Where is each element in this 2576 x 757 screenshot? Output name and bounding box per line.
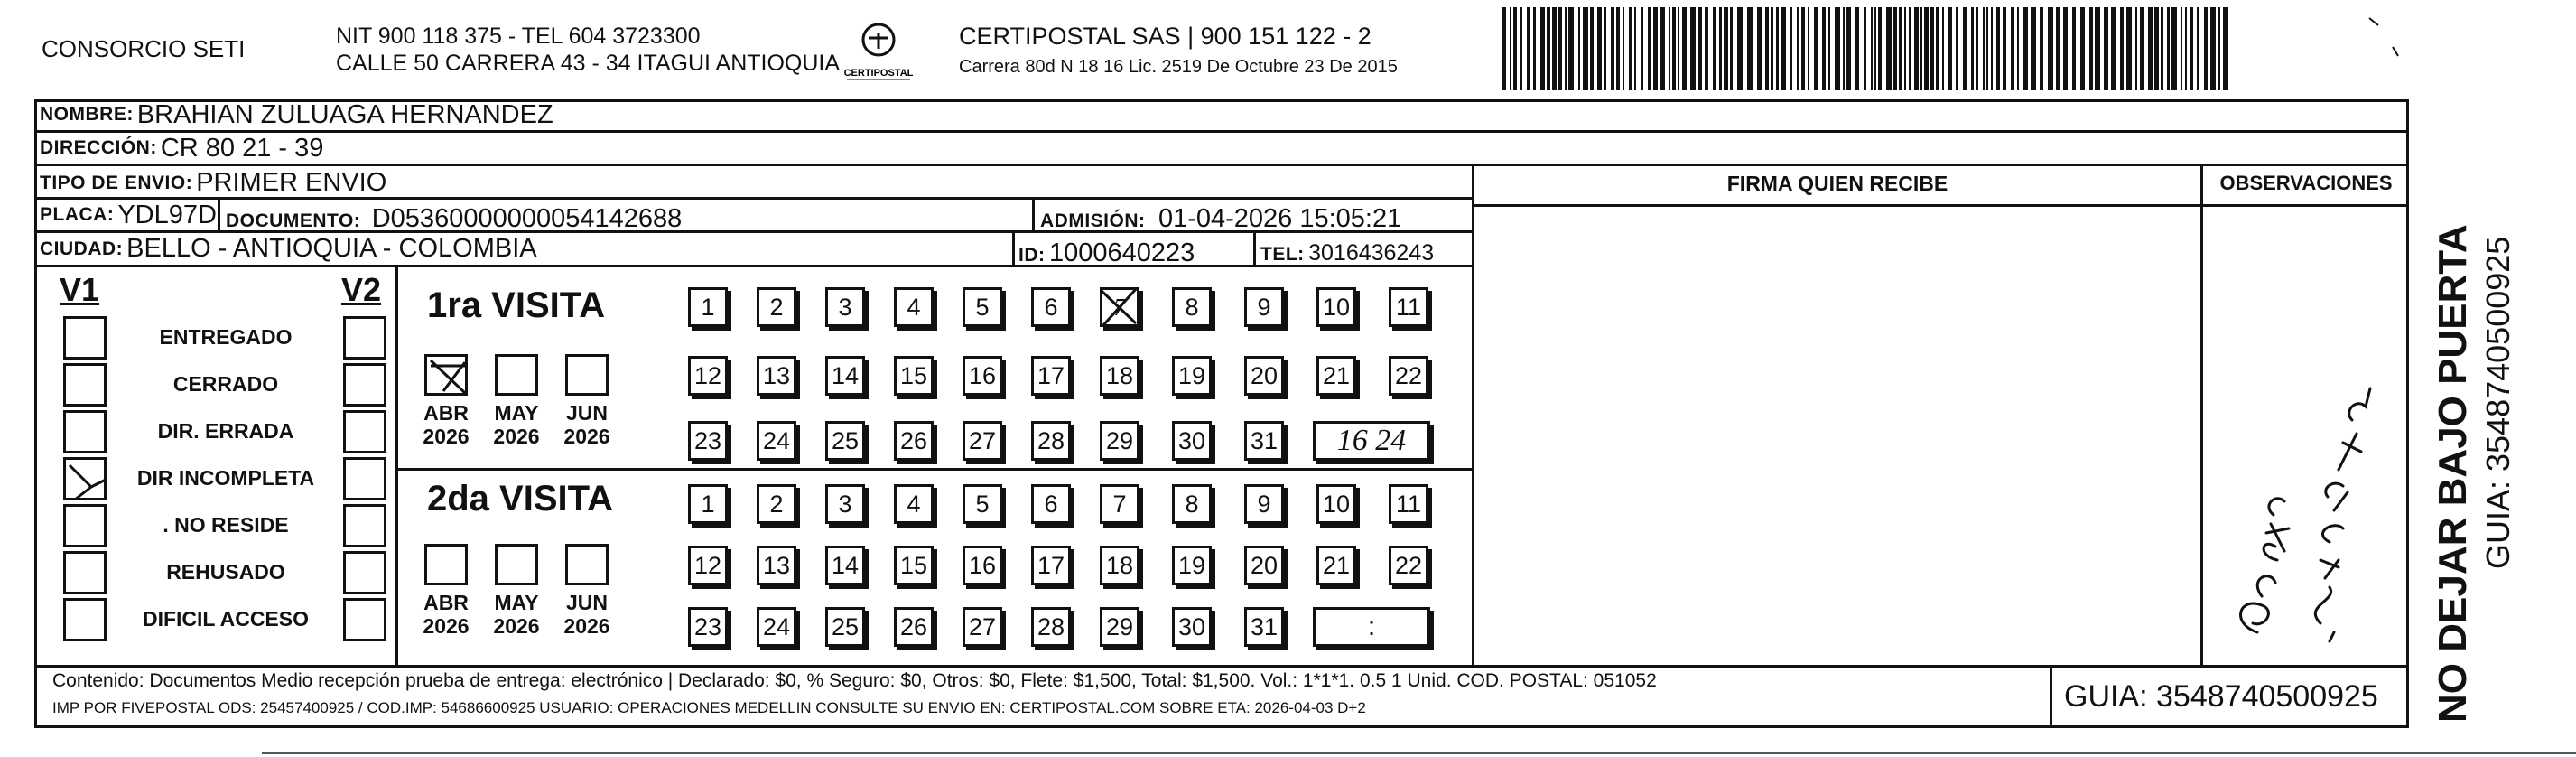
corner-mark [2366, 11, 2402, 65]
day-box[interactable]: 19 [1172, 546, 1212, 585]
v1-checkbox[interactable] [63, 551, 107, 594]
day-box[interactable]: 15 [894, 546, 934, 585]
row-tipo [34, 166, 1472, 200]
day-box[interactable]: 18 [1100, 546, 1139, 585]
visit-divider [395, 468, 1472, 471]
day-box[interactable]: 9 [1244, 287, 1284, 327]
day-number: 7 [1113, 293, 1126, 321]
day-box[interactable]: 4 [894, 484, 934, 524]
tel-value: 3016436243 [1308, 240, 1435, 266]
observaciones-label: OBSERVACIONES [2219, 172, 2393, 194]
day-box[interactable]: 22 [1389, 546, 1428, 585]
side-guia: GUIA: 3548740500925 [2479, 236, 2516, 569]
day-box[interactable]: 20 [1244, 356, 1284, 396]
month-label [417, 401, 475, 448]
row-ciudad [34, 233, 1472, 267]
month-name: JUN [565, 591, 608, 614]
day-box[interactable]: 24 [757, 421, 796, 461]
v1-label: V1 [60, 271, 100, 308]
day-box[interactable]: 2 [757, 287, 796, 327]
day-box[interactable]: 11 [1389, 484, 1428, 524]
month-checkbox[interactable] [424, 544, 468, 585]
day-box[interactable]: 17 [1031, 546, 1071, 585]
placa-label: PLACA: [40, 204, 115, 225]
bottom-edge [262, 752, 2576, 754]
tipo-label: TIPO DE ENVIO: [40, 172, 193, 193]
day-box[interactable]: 27 [963, 421, 1002, 461]
status-label: CERRADO [172, 372, 279, 396]
documento-cell [218, 200, 220, 233]
v1-checkbox[interactable] [63, 504, 107, 547]
v2-checkbox[interactable] [343, 551, 386, 594]
status-label: . NO RESIDE [163, 513, 289, 537]
day-box[interactable]: 5 [963, 484, 1002, 524]
month-label [488, 401, 545, 448]
day-box[interactable]: 1 [688, 287, 728, 327]
check-mark-icon [427, 357, 470, 398]
v1-checkbox[interactable] [63, 457, 107, 500]
month-checkbox[interactable] [565, 544, 609, 585]
observaciones-handwriting [2221, 334, 2384, 650]
day-box[interactable]: 7 [1100, 484, 1139, 524]
day-box[interactable]: 14 [825, 356, 865, 396]
v2-checkbox[interactable] [343, 504, 386, 547]
cross-mark-icon [1100, 287, 1139, 327]
day-box[interactable]: 30 [1172, 421, 1212, 461]
month-checkbox[interactable] [565, 354, 609, 396]
nit-line: NIT 900 118 375 - TEL 604 3723300 [336, 23, 701, 49]
month-year: 2026 [423, 614, 470, 638]
address-line: CALLE 50 CARRERA 43 - 34 ITAGUI ANTIOQUIA [336, 51, 841, 76]
day-box[interactable]: 11 [1389, 287, 1428, 327]
day-box[interactable]: 6 [1031, 287, 1071, 327]
id-group [1018, 238, 1195, 268]
v2-label: V2 [341, 271, 382, 308]
day-box[interactable]: 3 [825, 287, 865, 327]
footer-line1: Contenido: Documentos Medio recepción prueba de entrega: electrónico | Declarado: $0, % Seguro: $0, Otros: $0, Flete: $1,500, Total: $1,500. Vol.: 1*1*1. 0.5 1 Unid. COD. POSTAL: 051052 [52, 670, 1657, 691]
day-box[interactable]: 25 [825, 421, 865, 461]
day-box[interactable]: 20 [1244, 546, 1284, 585]
logo-text: CERTIPOSTAL [843, 68, 914, 79]
month-label [558, 401, 616, 448]
day-box[interactable]: 10 [1316, 287, 1356, 327]
certipostal-logo [838, 20, 919, 83]
day-box[interactable]: 28 [1031, 421, 1071, 461]
day-box[interactable]: 24 [757, 607, 796, 647]
carrier-line: CERTIPOSTAL SAS | 900 151 122 - 2 [959, 23, 1372, 50]
footer-line2: IMP POR FIVEPOSTAL ODS: 25457400925 / COD.IMP: 54686600925 USUARIO: OPERACIONES MEDELLIN CONSULTE SU ENVIO EN: CERTIPOSTAL.COM SOBRE ETA: 2026-04-03 D+2 [52, 699, 1366, 716]
day-box[interactable]: 6 [1031, 484, 1071, 524]
month-year: 2026 [493, 614, 540, 638]
day-box[interactable]: 16 [963, 546, 1002, 585]
direccion-label: DIRECCIÓN: [40, 137, 157, 158]
day-box[interactable]: 21 [1316, 356, 1356, 396]
day-box[interactable]: 10 [1316, 484, 1356, 524]
v1-checkbox[interactable] [63, 363, 107, 407]
month-name: MAY [494, 591, 539, 614]
day-box[interactable]: 31 [1244, 607, 1284, 647]
month-checkbox[interactable] [495, 354, 538, 396]
v1-checkbox[interactable] [63, 598, 107, 641]
day-box[interactable]: 13 [757, 356, 796, 396]
ciudad-label: CIUDAD: [40, 238, 124, 259]
day-box[interactable]: 28 [1031, 607, 1071, 647]
month-name: MAY [494, 401, 539, 425]
status-label: DIR. ERRADA [157, 419, 294, 443]
day-box[interactable]: 12 [688, 356, 728, 396]
month-year: 2026 [493, 425, 540, 448]
day-box[interactable]: 29 [1100, 607, 1139, 647]
company-name: CONSORCIO SETI [42, 35, 246, 62]
month-label [558, 591, 616, 638]
time-box[interactable]: : [1313, 607, 1430, 647]
admision-label: ADMISIÓN: [1040, 210, 1146, 231]
month-year: 2026 [563, 425, 610, 448]
month-checkbox[interactable] [424, 354, 468, 396]
id-label: ID: [1018, 245, 1046, 266]
day-box[interactable]: 15 [894, 356, 934, 396]
day-box[interactable]: 5 [963, 287, 1002, 327]
check-mark-icon [66, 460, 109, 503]
v2-checkbox[interactable] [343, 316, 386, 360]
day-box[interactable]: 3 [825, 484, 865, 524]
status-label: ENTREGADO [159, 325, 293, 349]
barcode-icon [1502, 7, 2230, 90]
day-box[interactable]: 22 [1389, 356, 1428, 396]
month-label [488, 591, 545, 638]
admision-group [1040, 204, 1401, 234]
day-box[interactable]: 25 [825, 607, 865, 647]
right-header-underline [1472, 204, 2409, 207]
row-direccion [34, 133, 2409, 166]
day-box[interactable]: 8 [1172, 287, 1212, 327]
tipo-value: PRIMER ENVIO [196, 168, 387, 197]
divider-firma [1472, 166, 1474, 665]
documento-value: D05360000000054142688 [371, 204, 683, 233]
day-box[interactable]: 16 [963, 356, 1002, 396]
id-divider [1012, 233, 1015, 267]
month-name: ABR [423, 401, 469, 425]
day-box[interactable]: 13 [757, 546, 796, 585]
month-name: JUN [565, 401, 608, 425]
documento-label: DOCUMENTO: [226, 210, 361, 231]
day-box[interactable]: 1 [688, 484, 728, 524]
row-nombre [34, 99, 2409, 133]
carrier-address: Carrera 80d N 18 16 Lic. 2519 De Octubre 23 De 2015 [959, 57, 1398, 77]
divider-observaciones [2200, 166, 2203, 665]
month-year: 2026 [563, 614, 610, 638]
direccion-value: CR 80 21 - 39 [160, 133, 324, 163]
placa-value: YDL97D [117, 200, 217, 229]
day-box[interactable]: 8 [1172, 484, 1212, 524]
visit1-title: 1ra VISITA [427, 285, 606, 325]
day-box[interactable]: 31 [1244, 421, 1284, 461]
day-box[interactable]: 30 [1172, 607, 1212, 647]
day-box[interactable]: 19 [1172, 356, 1212, 396]
status-label: DIFICIL ACCESO [142, 607, 309, 631]
nombre-value: BRAHIAN ZULUAGA HERNANDEZ [136, 99, 553, 129]
status-label: DIR INCOMPLETA [136, 466, 315, 490]
status-divider [395, 267, 398, 665]
day-box[interactable]: 29 [1100, 421, 1139, 461]
day-box[interactable]: 17 [1031, 356, 1071, 396]
time-box[interactable]: 16 24 [1313, 421, 1430, 461]
side-warning: NO DEJAR BAJO PUERTA [2431, 224, 2475, 723]
v2-checkbox[interactable] [343, 363, 386, 407]
tel-label: TEL: [1260, 244, 1305, 265]
status-label: REHUSADO [166, 560, 285, 584]
visit2-title: 2da VISITA [427, 479, 613, 519]
v2-checkbox[interactable] [343, 598, 386, 641]
footer-guia: GUIA: 3548740500925 [2064, 679, 2378, 714]
id-value: 1000640223 [1048, 238, 1195, 267]
v1-checkbox[interactable] [63, 316, 107, 360]
month-label [417, 591, 475, 638]
day-box[interactable]: 23 [688, 421, 728, 461]
tel-divider [1253, 233, 1256, 267]
admision-value: 01-04-2026 15:05:21 [1158, 204, 1402, 233]
v2-checkbox[interactable] [343, 410, 386, 453]
month-checkbox[interactable] [495, 544, 538, 585]
nombre-label: NOMBRE: [40, 104, 134, 125]
footer-guia-divider [2050, 665, 2052, 728]
day-box[interactable]: 23 [688, 607, 728, 647]
day-box[interactable]: 9 [1244, 484, 1284, 524]
day-box[interactable]: 21 [1316, 546, 1356, 585]
day-box[interactable]: 12 [688, 546, 728, 585]
documento-group [226, 204, 682, 234]
day-box[interactable]: 2 [757, 484, 796, 524]
tel-group [1260, 240, 1434, 266]
day-box[interactable]: 14 [825, 546, 865, 585]
v1-checkbox[interactable] [63, 410, 107, 453]
v2-checkbox[interactable] [343, 457, 386, 500]
day-box[interactable] [1100, 287, 1139, 327]
day-box[interactable]: 27 [963, 607, 1002, 647]
month-name: ABR [423, 591, 469, 614]
day-box[interactable]: 18 [1100, 356, 1139, 396]
day-box[interactable]: 26 [894, 421, 934, 461]
firma-label: FIRMA QUIEN RECIBE [1726, 172, 1948, 195]
admision-divider [1032, 200, 1035, 233]
day-box[interactable]: 26 [894, 607, 934, 647]
month-year: 2026 [423, 425, 470, 448]
footer-divider [34, 665, 2409, 668]
day-box[interactable]: 4 [894, 287, 934, 327]
ciudad-value: BELLO - ANTIOQUIA - COLOMBIA [126, 234, 537, 263]
